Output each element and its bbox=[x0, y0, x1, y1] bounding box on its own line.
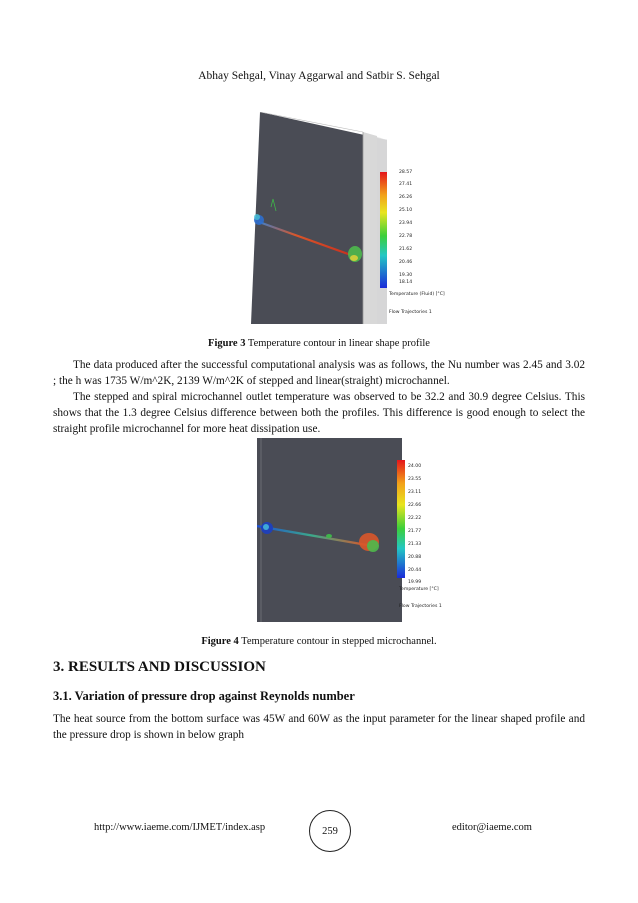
journal-url: http://www.iaeme.com/IJMET/index.asp bbox=[94, 822, 266, 833]
legend-value: 18.14 bbox=[399, 280, 413, 285]
figure-3-legend bbox=[387, 168, 447, 318]
figure-4-legend bbox=[397, 462, 457, 612]
legend-value: 21.33 bbox=[408, 542, 422, 547]
legend-subtitle: Flow Trajectories 1 bbox=[389, 310, 432, 315]
caption-label: Figure 4 bbox=[201, 636, 239, 647]
subsection-heading: 3.1. Variation of pressure drop against Reynolds number bbox=[53, 689, 355, 703]
legend-value: 19.99 bbox=[408, 580, 422, 585]
legend-value: 24.00 bbox=[408, 464, 422, 469]
figure-3-image bbox=[251, 112, 387, 324]
legend-value: 23.11 bbox=[408, 490, 422, 495]
caption-text: Temperature contour in stepped microchannel. bbox=[238, 636, 437, 647]
legend-value: 20.88 bbox=[408, 555, 422, 560]
paragraph bbox=[53, 711, 585, 743]
legend-value: 28.57 bbox=[399, 170, 413, 175]
editor-email: editor@iaeme.com bbox=[452, 822, 532, 833]
legend-value: 25.10 bbox=[399, 208, 413, 213]
paragraph bbox=[53, 389, 585, 437]
legend-value: 22.78 bbox=[399, 234, 413, 239]
legend-value: 20.46 bbox=[399, 260, 413, 265]
legend-title: Temperature [°C] bbox=[399, 587, 439, 592]
paragraph-text: The heat source from the bottom surface was 45W and 60W as the input parameter for the linear shaped profile and the pressure drop is shown in below graph bbox=[53, 713, 585, 741]
legend-subtitle: Flow Trajectories 1 bbox=[399, 604, 442, 609]
legend-value: 21.77 bbox=[408, 529, 422, 534]
figure-4-caption bbox=[0, 636, 638, 647]
legend-value: 20.44 bbox=[408, 568, 422, 573]
figure-3-caption bbox=[0, 338, 638, 349]
legend-value: 19.30 bbox=[399, 273, 413, 278]
paragraph-text: The stepped and spiral microchannel outlet temperature was observed to be 32.2 and 30.9 degree Celsius. This shows that the 1.3 degree Celsius difference between both the profiles. This difference is good enough to select the straight profile microchannel for more heat dissipation use. bbox=[53, 391, 585, 435]
section-heading: 3. RESULTS AND DISCUSSION bbox=[53, 659, 266, 675]
page-footer bbox=[0, 810, 638, 850]
legend-value: 22.22 bbox=[408, 516, 422, 521]
caption-text: Temperature contour in linear shape profile bbox=[245, 338, 430, 349]
legend-title: Temperature (Fluid) [°C] bbox=[389, 292, 445, 297]
legend-value: 26.26 bbox=[399, 195, 413, 200]
caption-label: Figure 3 bbox=[208, 338, 246, 349]
legend-value: 21.62 bbox=[399, 247, 413, 252]
legend-value: 22.66 bbox=[408, 503, 422, 508]
legend-value: 23.55 bbox=[408, 477, 422, 482]
page-number bbox=[309, 810, 351, 852]
legend-value: 23.94 bbox=[399, 221, 413, 226]
page-number-text: 259 bbox=[322, 825, 338, 837]
running-header: Abhay Sehgal, Vinay Aggarwal and Satbir S. Sehgal bbox=[198, 70, 440, 82]
paragraph bbox=[53, 357, 585, 389]
legend-value: 27.41 bbox=[399, 182, 413, 187]
paragraph-text: The data produced after the successful computational analysis was as follows, the Nu number was 2.45 and 3.02 ; the h was 1735 W/m^2K, 2139 W/m^2K of stepped and linear(straight) microchannel. bbox=[53, 359, 585, 387]
